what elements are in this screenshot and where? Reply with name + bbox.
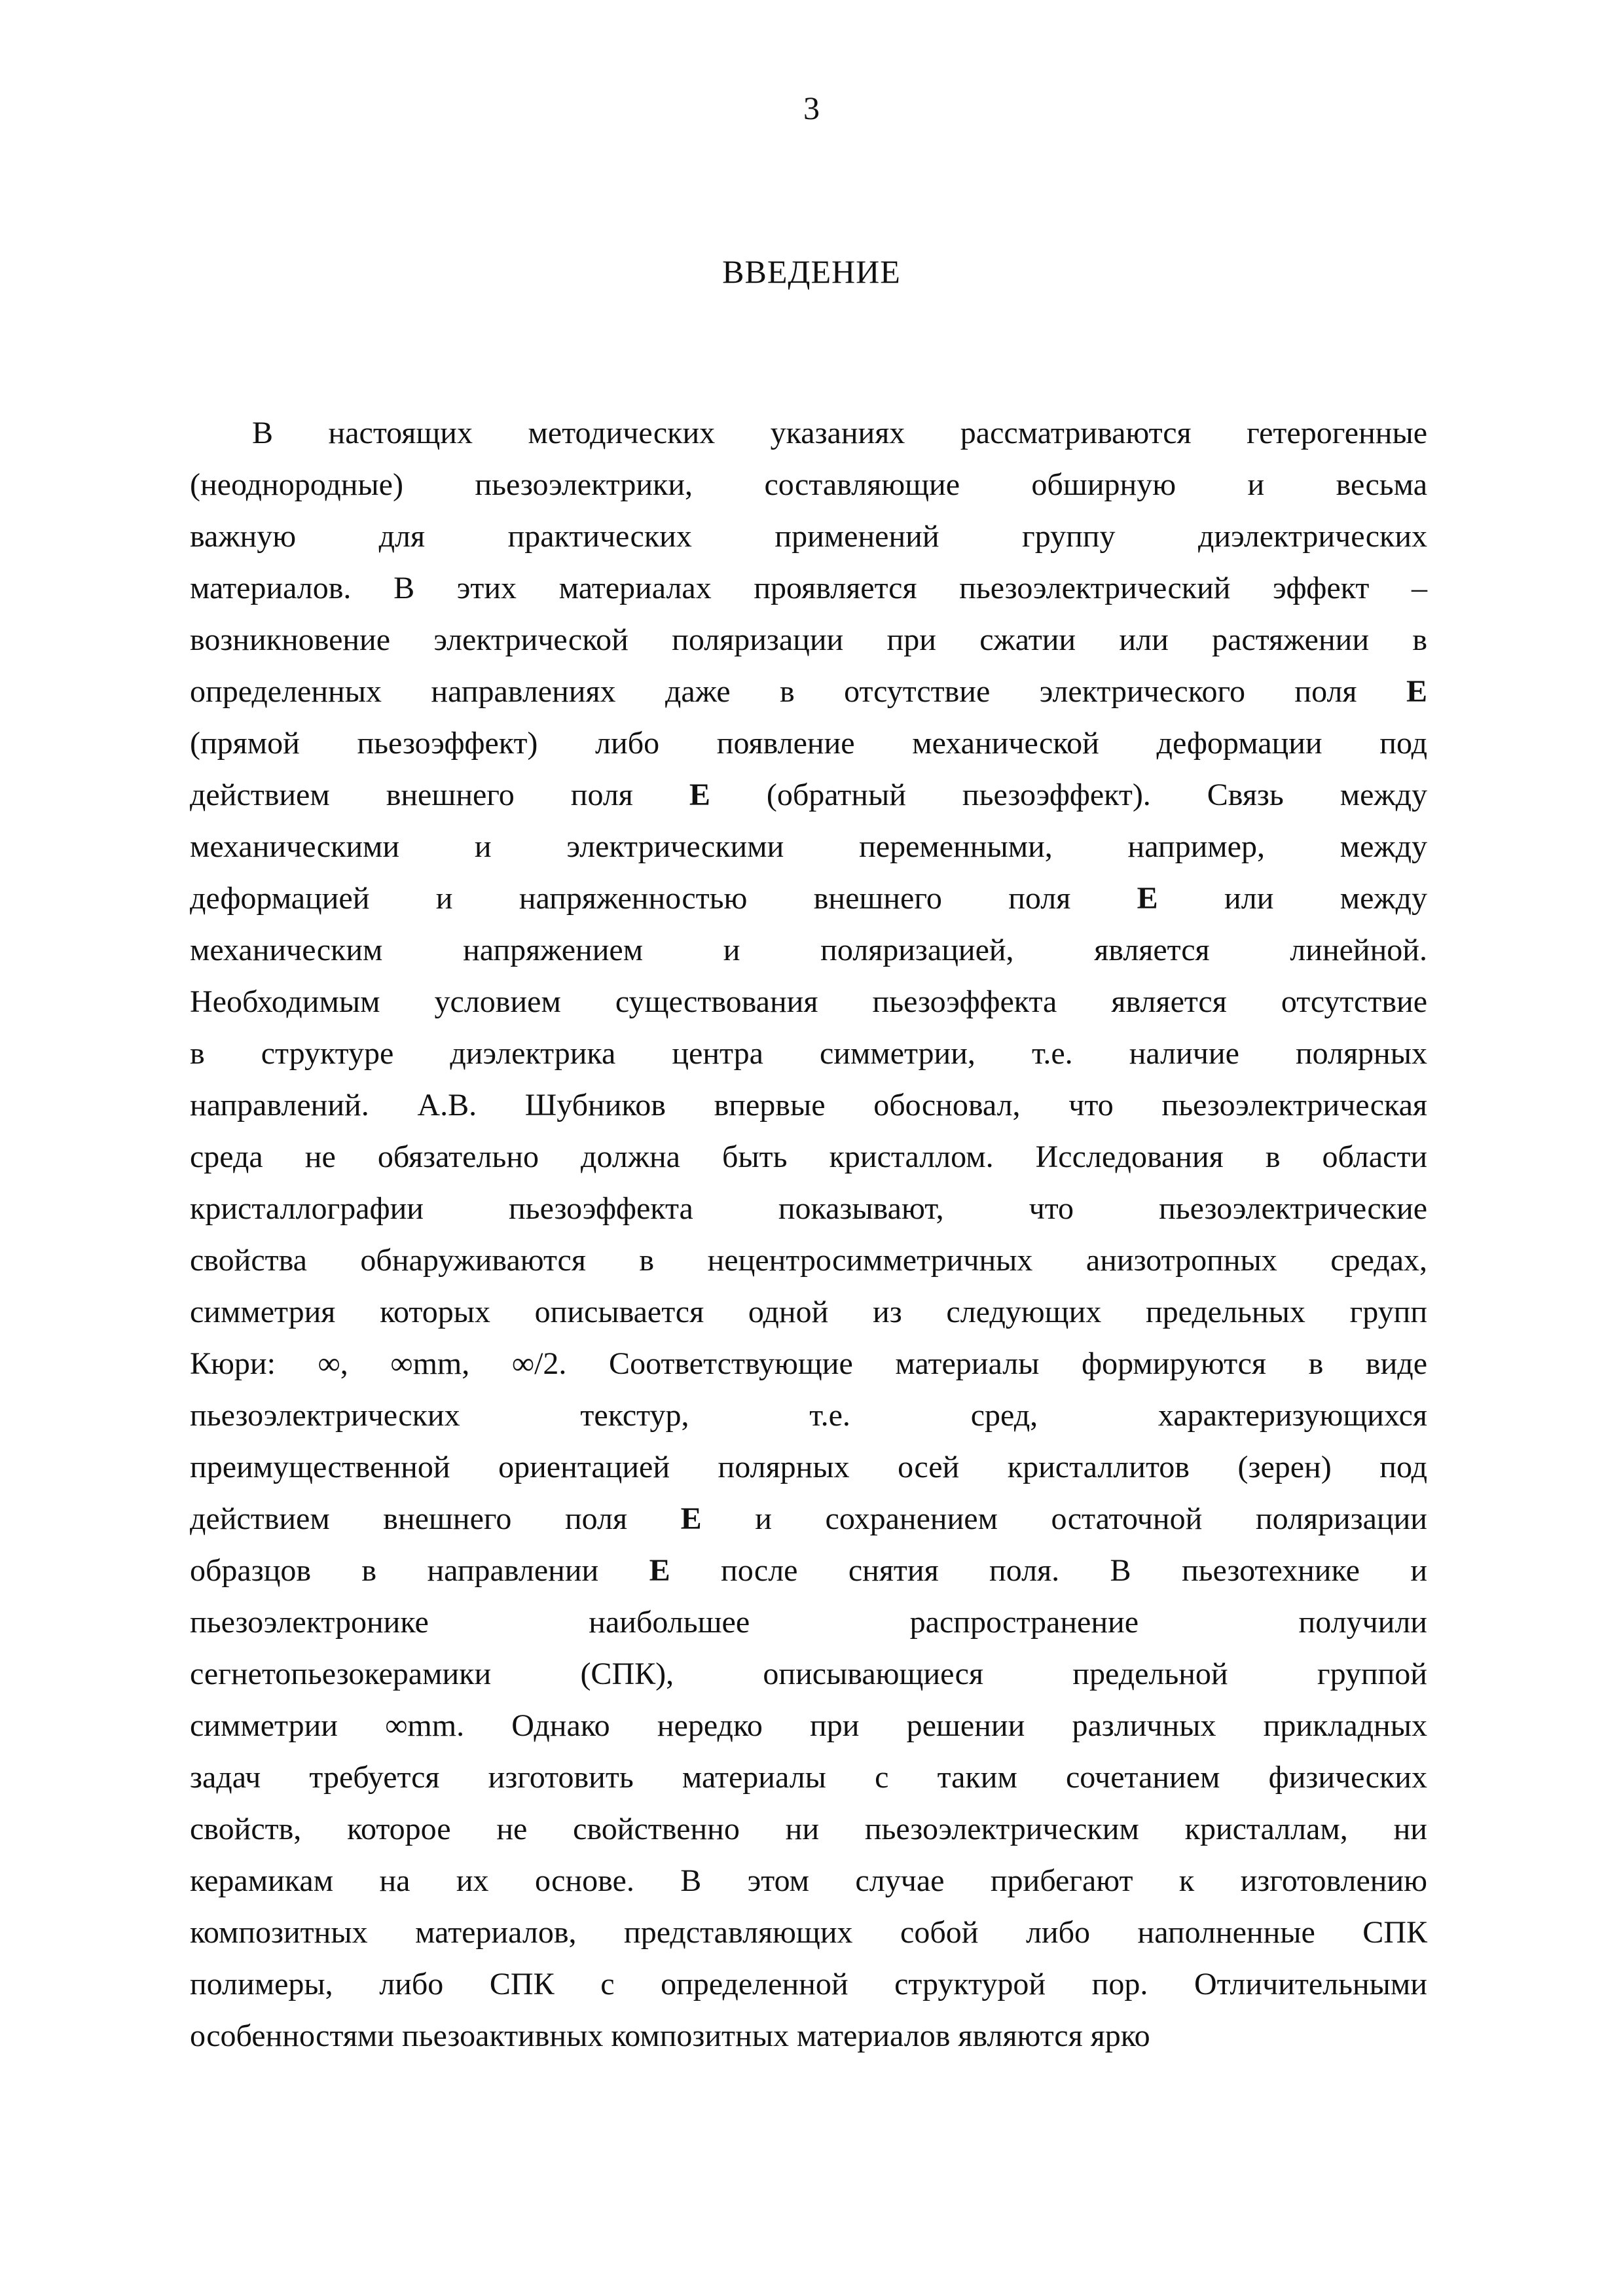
text-line: Необходимым условием существования пьезоэффекта является отсутствие xyxy=(190,984,1427,1019)
text-line: среда не обязательно должна быть кристаллом. Исследования в области xyxy=(190,1139,1427,1174)
text-line: преимущественной ориентацией полярных осей кристаллитов (зерен) под xyxy=(190,1450,1427,1484)
page-number: 3 xyxy=(803,90,820,126)
text-line: пьезоэлектрических текстур, т.е. сред, характеризующихся xyxy=(190,1398,1427,1433)
text-line: важную для практических применений группу диэлектрических xyxy=(190,519,1427,554)
section-title: ВВЕДЕНИЕ xyxy=(722,253,901,290)
text-line: кристаллографии пьезоэффекта показывают, что пьезоэлектрические xyxy=(190,1191,1427,1226)
text-line: деформацией и напряженностью внешнего поля E или между xyxy=(190,881,1428,916)
text-line: механическим напряжением и поляризацией, является линейной. xyxy=(190,933,1427,967)
text-line: симметрия которых описывается одной из следующих предельных групп xyxy=(190,1295,1427,1329)
text-line: керамикам на их основе. В этом случае прибегают к изготовлению xyxy=(190,1863,1427,1898)
text-line: материалов. В этих материалах проявляется пьезоэлектрический эффект – xyxy=(190,571,1427,605)
text-line: возникновение электрической поляризации при сжатии или растяжении в xyxy=(190,622,1427,657)
text-line: в структуре диэлектрика центра симметрии, т.е. наличие полярных xyxy=(190,1036,1427,1071)
text-line: симметрии ∞mm. Однако нередко при решении различных прикладных xyxy=(190,1708,1427,1743)
text-line: сегнетопьезокерамики (СПК), описывающиеся предельной группой xyxy=(190,1657,1427,1691)
text-line: композитных материалов, представляющих собой либо наполненные СПК xyxy=(190,1915,1427,1950)
text-line: свойств, которое не свойственно ни пьезоэлектрическим кристаллам, ни xyxy=(190,1812,1427,1846)
text-line: В настоящих методических указаниях рассматриваются гетерогенные xyxy=(252,416,1427,450)
text-line: свойства обнаруживаются в нецентросимметричных анизотропных средах, xyxy=(190,1243,1427,1278)
text-line: механическими и электрическими переменными, например, между xyxy=(190,829,1427,864)
text-line: (неоднородные) пьезоэлектрики, составляющие обширную и весьма xyxy=(190,467,1427,502)
text-line: пьезоэлектронике наибольшее распространение получили xyxy=(190,1605,1427,1640)
text-line: полимеры, либо СПК с определенной структурой пор. Отличительными xyxy=(190,1967,1427,2001)
text-line: действием внешнего поля E (обратный пьезоэффект). Связь между xyxy=(190,778,1427,812)
text-line: действием внешнего поля E и сохранением остаточной поляризации xyxy=(190,1501,1427,1536)
text-line: образцов в направлении E после снятия поля. В пьезотехнике и xyxy=(190,1553,1428,1588)
body-paragraph xyxy=(190,407,1427,2062)
text-line: (прямой пьезоэффект) либо появление механической деформации под xyxy=(190,726,1427,761)
text-line: особенностями пьезоактивных композитных материалов являются ярко xyxy=(190,2018,1150,2053)
text-line: Кюри: ∞, ∞mm, ∞/2. Соответствующие материалы формируются в виде xyxy=(190,1346,1427,1381)
text-line: направлений. А.В. Шубников впервые обосновал, что пьезоэлектрическая xyxy=(190,1088,1427,1122)
text-line: определенных направлениях даже в отсутствие электрического поля E xyxy=(190,674,1427,709)
text-line: задач требуется изготовить материалы с таким сочетанием физических xyxy=(190,1760,1427,1795)
